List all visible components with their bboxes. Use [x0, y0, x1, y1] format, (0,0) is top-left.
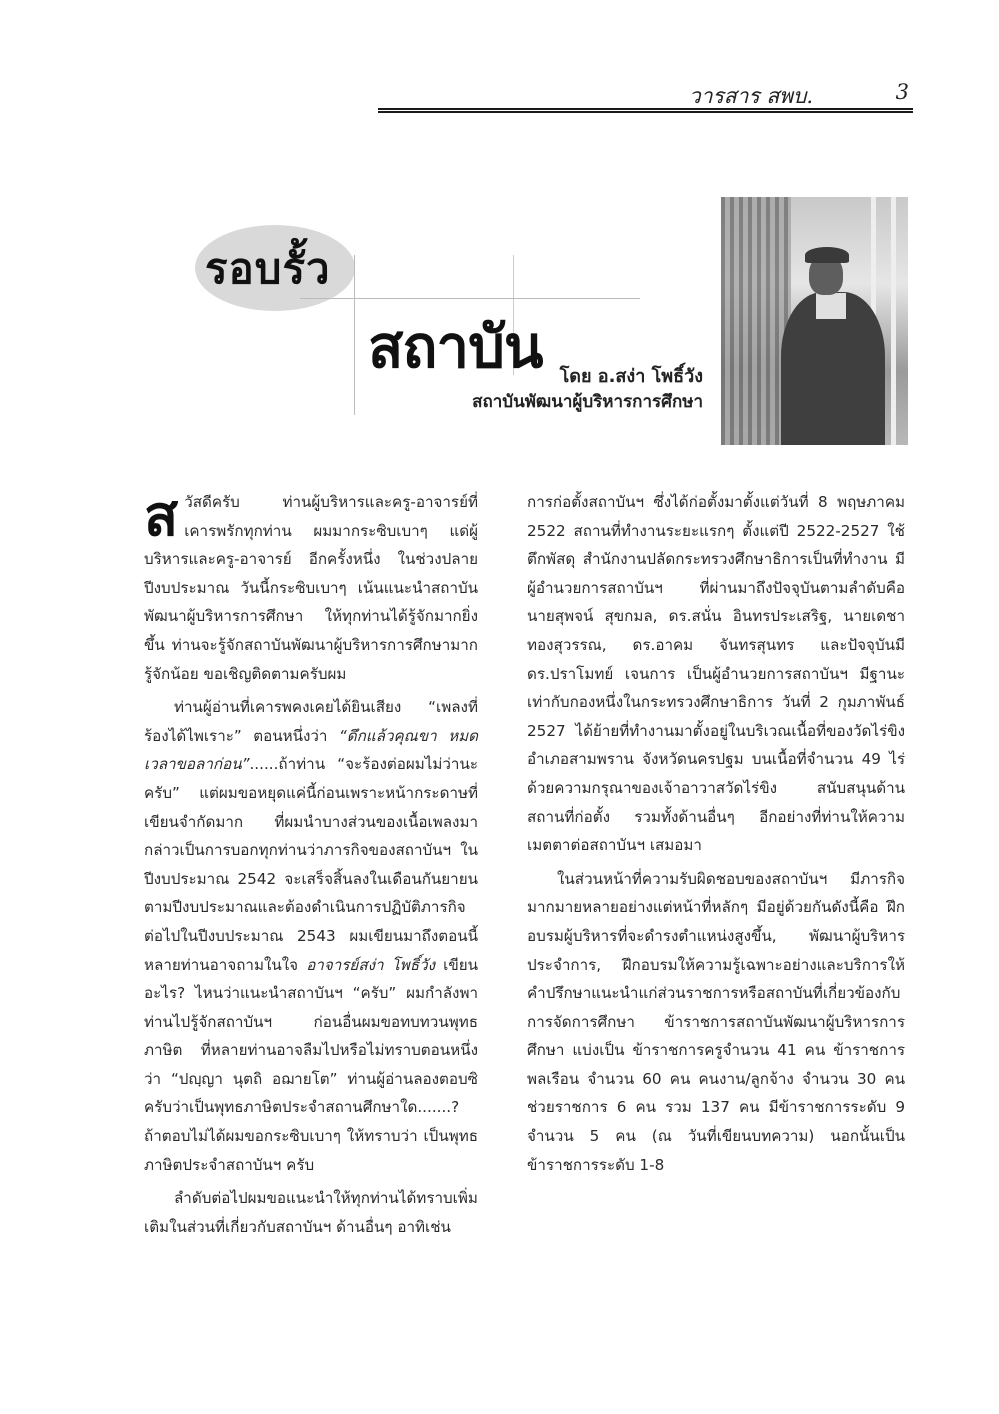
author-name-italic: อาจารย์สง่า โพธิ์วัง: [306, 955, 436, 974]
paragraph-text: ลำดับต่อไปผมขอแนะนำให้ทุกท่านได้ทราบเพิ่มเติมในส่วนที่เกี่ยวกับสถาบันฯ ด้านอื่นๆ อาทิเช่น: [144, 1189, 478, 1236]
page-header: [378, 78, 913, 113]
article-right-column: [527, 488, 905, 1179]
drop-cap: ส: [144, 484, 179, 549]
paragraph-text: ......ถ้าท่าน “จะร้องต่อผมไม่ว่านะครับ” แต่ผมขอหยุดแค่นี้ก่อนเพราะหน้ากระดาษที่เขียนจำกัดมาก ที่ผมนำบางส่วนของเนื้อเพลงมากล่าวเป็นการบอกทุกท่านว่าภารกิจของสถาบันฯ ในปีงบประมาณ 2542 จะเสร็จสิ้นลงในเดือนกันยายน ตามปีงบประมาณและต้องดำเนินการปฏิบัติภารกิจต่อไปในปีงบประมาณ 2543 ผมเขียนมาถึงตอนนี้หลายท่านอาจถามในใจ: [144, 755, 478, 974]
page-number: 3: [895, 80, 909, 104]
paragraph: [144, 693, 478, 1179]
journal-name: วารสาร สพบ.: [688, 84, 813, 108]
paragraph-text: ท่านผู้อ่านที่เคารพคงเคยได้ยินเสียง “เพลงที่ร้องได้ไพเราะ” ตอนหนึ่งว่า: [144, 698, 478, 745]
title-decoration-line: [354, 255, 355, 415]
paragraph-text: เขียนอะไร? ไหนว่าแนะนำสถาบันฯ “ครับ” ผมกำลังพาท่านไปรู้จักสถาบันฯ ก่อนอื่นผมขอทบทวนพุทธภาษิต ที่หลายท่านอาจลืมไปหรือไม่ทราบตอนหนึ่งว่า “ปญฺญา นุตถิ อฌายโต” ท่านผู้อ่านลองตอบซิครับว่าเป็นพุทธภาษิตประจำสถานศึกษาใด.......? ถ้าตอบไม่ได้ผมขอกระซิบเบาๆ ให้ทราบว่า เป็นพุทธภาษิตประจำสถาบันฯ ครับ: [144, 955, 478, 1174]
author-photo: [721, 197, 908, 445]
paragraph-text: การก่อตั้งสถาบันฯ ซึ่งได้ก่อตั้งมาตั้งแต่วันที่ 8 พฤษภาคม 2522 สถานที่ทำงานระยะแรกๆ ตั้งแต่ปี 2522-2527 ใช้ตึกพัสดุ สำนักงานปลัดกระทรวงศึกษาธิการเป็นที่ทำงาน มีผู้อำนวยการสถาบันฯ ที่ผ่านมาถึงปัจจุบันตามลำดับคือ นายสุพจน์ สุขกมล, ดร.สนั่น อินทรประเสริฐ, นายเดชา ทองสุวรรณ, ดร.อาคม จันทรสุนทร และปัจจุบันมี ดร.ปราโมทย์ เจนการ เป็นผู้อำนวยการสถาบันฯ มีฐานะเท่ากับกองหนึ่งในกระทรวงศึกษาธิการ วันที่ 2 กุมภาพันธ์ 2527 ได้ย้ายที่ทำงานมาตั้งอยู่ในบริเวณเนื้อที่ของวัดไร่ขิง อำเภอสามพราน จังหวัดนครปฐม บนเนื้อที่จำนวน 49 ไร่ ด้วยความกรุณาของเจ้าอาวาสวัดไร่ขิง สนับสนุนด้านสถานที่ก่อตั้ง รวมทั้งด้านอื่นๆ อีกอย่างที่ท่านให้ความเมตตาต่อสถาบันฯ เสมอมา: [527, 493, 905, 855]
author-byline: โดย อ.สง่า โพธิ์วัง: [559, 366, 703, 387]
author-institute: สถาบันพัฒนาผู้บริหารการศึกษา: [472, 392, 703, 412]
photo-person-collar: [816, 293, 846, 319]
song-quote: “ดึกแล้วคุณขา หมดเวลาขอลาก่อน”: [144, 726, 478, 774]
photo-person-cap: [805, 247, 849, 263]
column-title-line2: สถาบัน: [368, 313, 543, 381]
photo-flagpole: [891, 197, 896, 445]
paragraph: [527, 865, 905, 1180]
paragraph-text: วัสดีครับ ท่านผู้บริหารและครู-อาจารย์ที่เคารพรักทุกท่าน ผมมากระซิบเบาๆ แด่ผู้บริหารและครู-อาจารย์ อีกครั้งหนึ่ง ในช่วงปลายปีงบประมาณ วันนี้กระซิบเบาๆ เน้นแนะนำสถาบันพัฒนาผู้บริหารการศึกษา ให้ทุกท่านได้รู้จักมากยิ่งขึ้น ท่านจะรู้จักสถาบันพัฒนาผู้บริหารการศึกษามาก รู้จักน้อย ขอเชิญติดตามครับผม: [144, 493, 478, 683]
paragraph: [527, 488, 905, 860]
paragraph-text: ในส่วนหน้าที่ความรับผิดชอบของสถาบันฯ มีภารกิจมากมายหลายอย่างแต่หน้าที่หลักๆ มีอยู่ด้วยกันดังนี้คือ ฝึกอบรมผู้บริหารที่จะดำรงตำแหน่งสูงขึ้น, พัฒนาผู้บริหารประจำการ, ฝึกอบรมให้ความรู้เฉพาะอย่างและบริการให้คำปรึกษาแนะนำแก่ส่วนราชการหรือสถาบันที่เกี่ยวข้องกับการจัดการศึกษา ข้าราชการสถาบันพัฒนาผู้บริหารการศึกษา แบ่งเป็น ข้าราชการครูจำนวน 41 คน ข้าราชการพลเรือน จำนวน 60 คน คนงาน/ลูกจ้าง จำนวน 30 คน ช่วยราชการ 6 คน รวม 137 คน มีข้าราชการระดับ 9 จำนวน 5 คน (ณ วันที่เขียนบทความ) นอกนั้นเป็นข้าราชการระดับ 1-8: [527, 869, 905, 1174]
column-title-line1: รอบรั้ว: [205, 244, 331, 293]
paragraph: [144, 484, 478, 688]
paragraph: [144, 1184, 478, 1241]
article-left-column: [144, 484, 478, 1241]
title-decoration-line: [300, 298, 640, 299]
